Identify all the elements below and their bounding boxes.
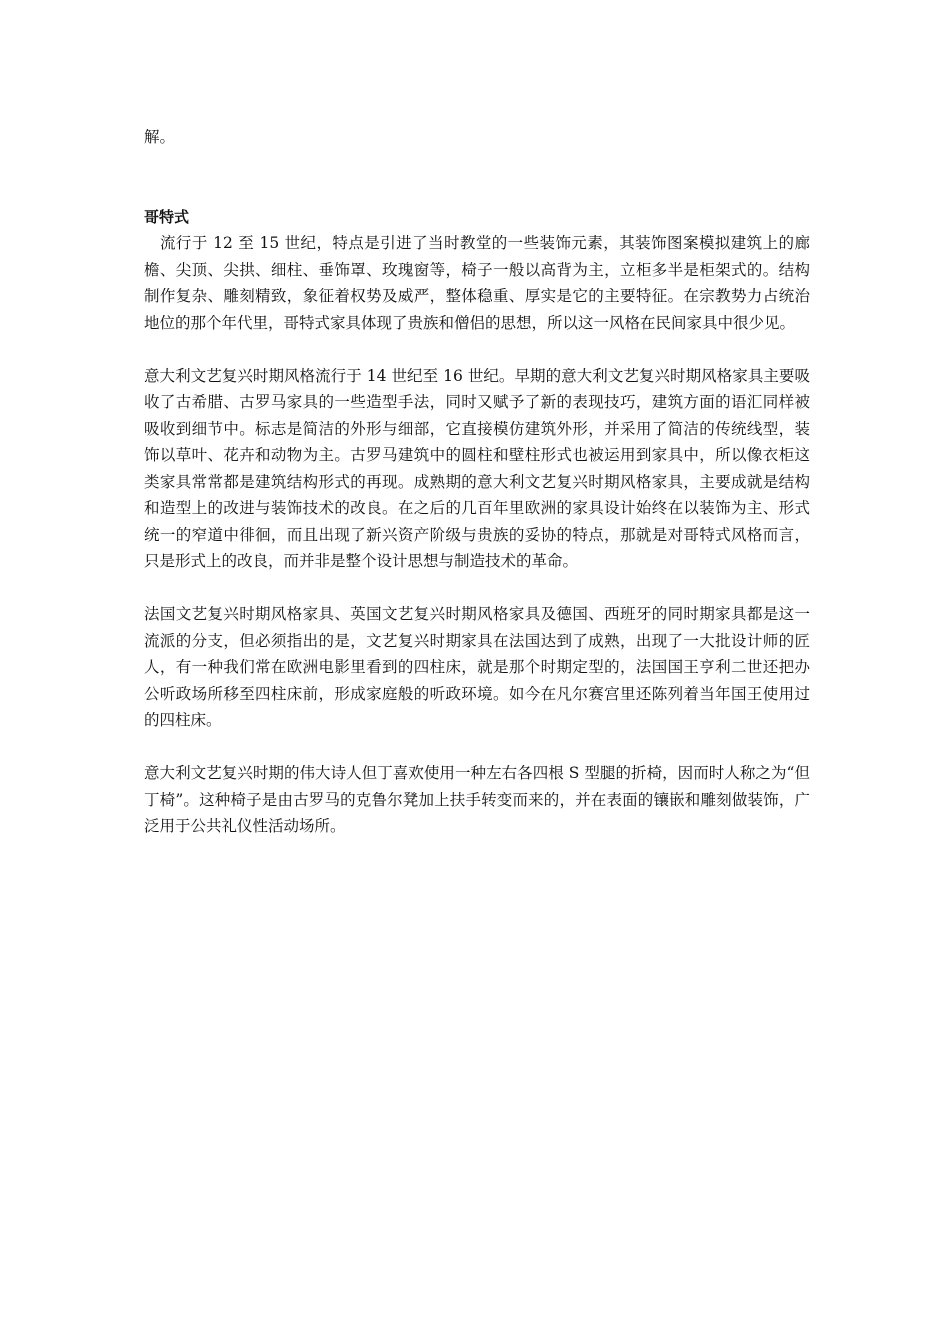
spacer: [144, 734, 810, 761]
paragraph-gothic: 流行于 12 至 15 世纪，特点是引进了当时教堂的一些装饰元素，其装饰图案模拟建筑上的廊檐、尖顶、尖拱、细柱、垂饰罩、玫瑰窗等，椅子一般以高背为主，立柜多半是柜架式的。结构制作复杂、雕刻精致，象征着权势及威严，整体稳重、厚实是它的主要特征。在宗教势力占统治地位的那个年代里，哥特式家具体现了贵族和僧侣的思想，所以这一风格在民间家具中很少见。: [144, 234, 810, 332]
paragraph-dante-chair: 意大利文艺复兴时期的伟大诗人但丁喜欢使用一种左右各四根 S 型腿的折椅，因而时人称之为“但丁椅”。这种椅子是由古罗马的克鲁尔凳加上扶手转变而来的，并在表面的镶嵌和雕刻做装饰，广泛用于公共礼仪性活动场所。: [144, 764, 810, 835]
spacer: [144, 151, 810, 204]
paragraph-fragment: 解。: [144, 128, 176, 146]
section-heading-gothic: 哥特式: [144, 207, 190, 226]
spacer: [144, 336, 810, 363]
paragraph-renaissance-france: 法国文艺复兴时期风格家具、英国文艺复兴时期风格家具及德国、西班牙的同时期家具都是这一流派的分支，但必须指出的是，文艺复兴时期家具在法国达到了成熟，出现了一大批设计师的匠人，有一种我们常在欧洲电影里看到的四柱床，就是那个时期定型的，法国国王亨利二世还把办公听政场所移至四柱床前，形成家庭般的听政环境。如今在凡尔赛宫里还陈列着当年国王使用过的四柱床。: [144, 605, 810, 729]
document-body: [144, 124, 810, 840]
spacer: [144, 575, 810, 602]
paragraph-renaissance-italy: 意大利文艺复兴时期风格流行于 14 世纪至 16 世纪。早期的意大利文艺复兴时期风格家具主要吸收了古希腊、古罗马家具的一些造型手法，同时又赋予了新的表现技巧，建筑方面的语汇同样被吸收到细节中。标志是简洁的外形与细部，它直接模仿建筑外形，并采用了简洁的传统线型，装饰以草叶、花卉和动物为主。古罗马建筑中的圆柱和壁柱形式也被运用到家具中，所以像衣柜这类家具常常都是建筑结构形式的再现。成熟期的意大利文艺复兴时期风格家具，主要成就是结构和造型上的改进与装饰技术的改良。在之后的几百年里欧洲的家具设计始终在以装饰为主、形式统一的窄道中徘徊，而且出现了新兴资产阶级与贵族的妥协的特点，那就是对哥特式风格而言，只是形式上的改良，而并非是整个设计思想与制造技术的革命。: [144, 366, 810, 570]
